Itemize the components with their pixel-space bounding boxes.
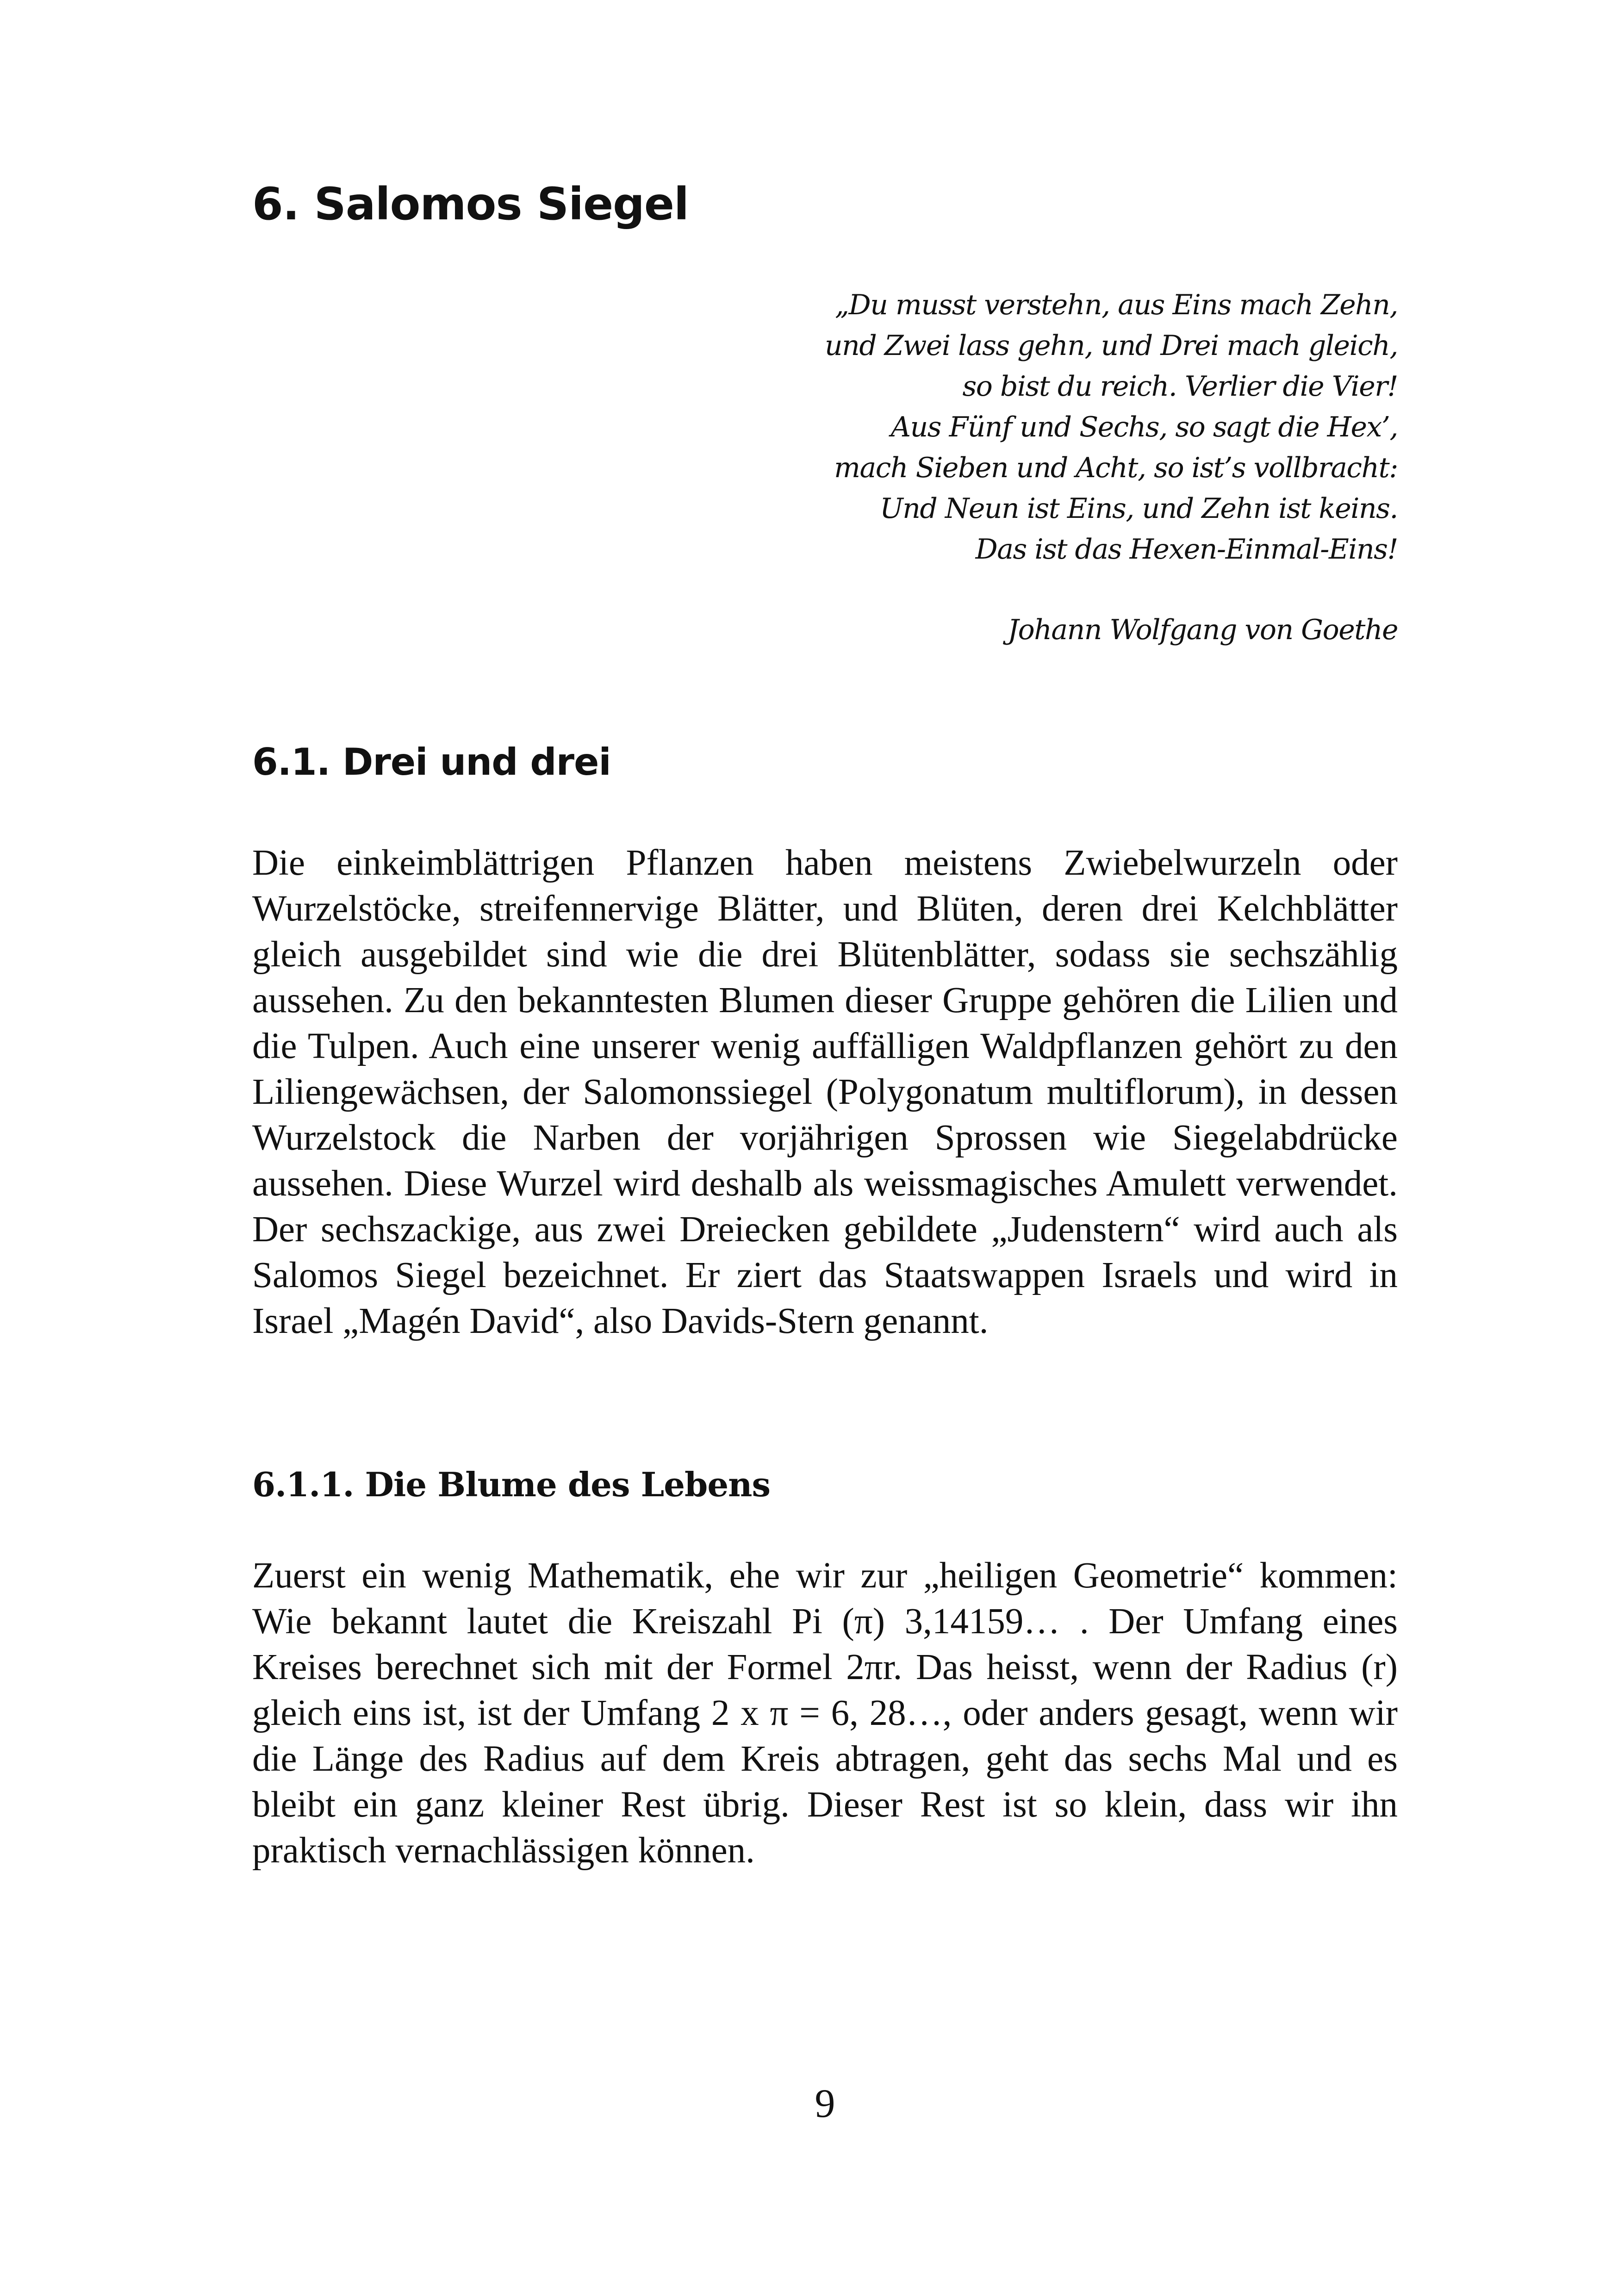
epigraph-line: mach Sieben und Acht, so ist’s vollbracht: [834,452,1398,484]
page-number: 9 [815,2081,835,2126]
epigraph-line: und Zwei lass gehn, und Drei mach gleich, [825,330,1398,362]
epigraph [703,285,1398,650]
epigraph-line: so bist du reich. Verlier die Vier! [962,370,1398,403]
section-title: 6.1. Drei und drei [252,740,611,784]
epigraph-line: Das ist das Hexen-Einmal-Eins! [975,533,1398,566]
chapter-title: 6. Salomos Siegel [252,178,689,230]
document-page [252,0,1398,2296]
subsection-paragraph: Zuerst ein wenig Mathematik, ehe wir zur „heiligen Geometrie“ kommen: Wie bekannt lautet die Kreiszahl Pi (π) 3,14159… . Der Umfang eines Kreises berechnet sich mit der Formel 2πr. Das heisst, wenn der Radius (r) gleich eins ist, ist der Umfang 2 x π = 6, 28…, oder anders gesagt, wenn wir die Länge des Radius auf dem Kreis abtragen, geht das sechs Mal und es bleibt ein ganz kleiner Rest übrig. Dieser Rest ist so klein, dass wir ihn praktisch vernachlässigen können. [252,1556,1398,1871]
subsection-title: 6.1.1. Die Blume des Lebens [252,1465,771,1504]
epigraph-line: Aus Fünf und Sechs, so sagt die Hex’, [890,411,1398,443]
epigraph-line: „Du musst verstehn, aus Eins mach Zehn, [835,289,1398,321]
epigraph-author: Johann Wolfgang von Goethe [1008,614,1398,646]
section-paragraph: Die einkeimblättrigen Pflanzen haben meistens Zwiebelwurzeln oder Wurzelstöcke, streifennervige Blätter, und Blüten, deren drei Kelchblätter gleich ausgebildet sind wie die drei Blütenblätter, sodass sie sechszählig aussehen. Zu den bekanntesten Blumen dieser Gruppe gehören die Lilien und die Tulpen. Auch eine unserer wenig auffälligen Waldpflanzen gehört zu den Liliengewächsen, der Salomonssiegel (Polygonatum multiflorum), in dessen Wurzelstock die Narben der vorjährigen Sprossen wie Siegelabdrücke aussehen. Diese Wurzel wird deshalb als weissmagisches Amulett verwendet. Der sechszackige, aus zwei Dreiecken gebildete „Judenstern“ wird auch als Salomos Siegel bezeichnet. Er ziert das Staatswappen Israels und wird in Israel „Magén David“, also Davids-Stern genannt. [252,843,1398,1341]
epigraph-line: Und Neun ist Eins, und Zehn ist keins. [880,492,1398,525]
